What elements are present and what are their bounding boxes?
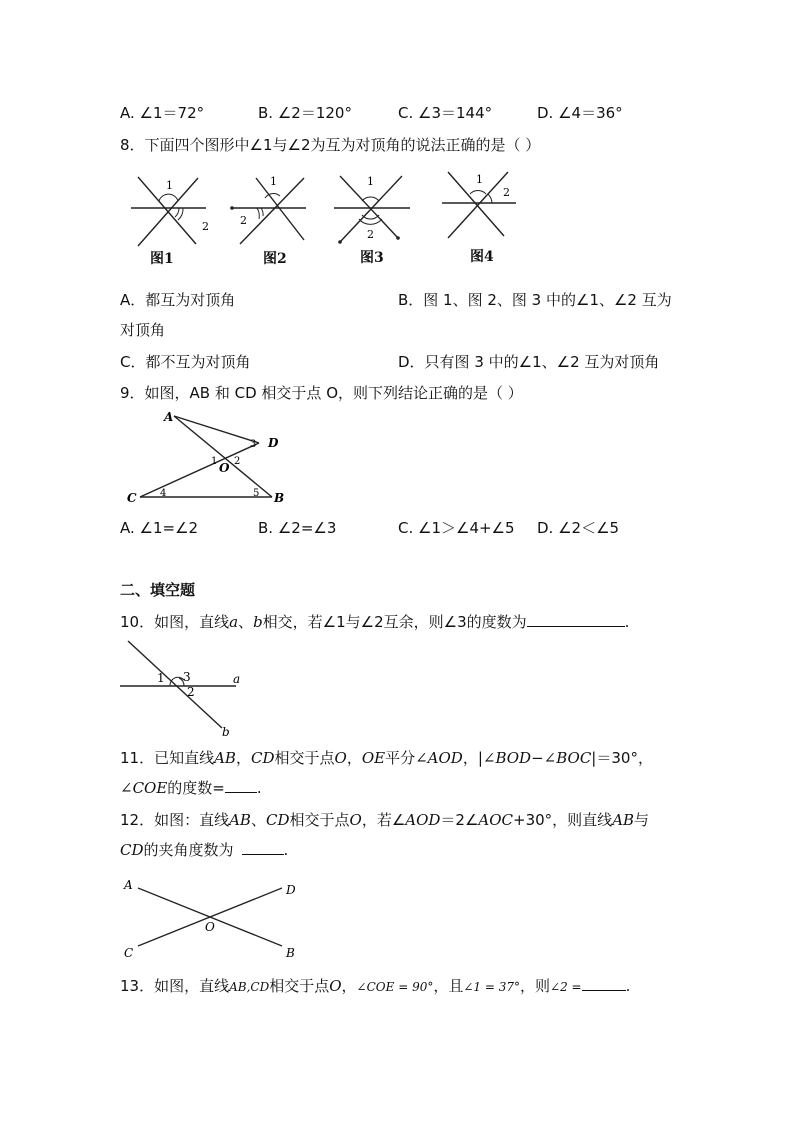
- q9-label-5: 5: [253, 488, 260, 499]
- q7-option-d: D. ∠4＝36°: [537, 104, 623, 122]
- q9-figure: [122, 410, 297, 504]
- q9-option-c: C. ∠1＞∠4+∠5: [398, 519, 515, 537]
- q12-line1: 12．如图：直线AB、CD相交于点O，若∠AOD＝2∠AOC+30°，则直线AB与: [120, 811, 650, 829]
- q11-line1: 11．已知直线AB，CD相交于点O，OE平分∠AOD，|∠BOD−∠BOC|＝30°，: [120, 749, 653, 767]
- q10-label-2: 2: [187, 685, 195, 699]
- q8-fig3-label-2: 2: [367, 228, 374, 241]
- q12-label-O: O: [205, 920, 215, 934]
- q9-label-D: D: [268, 436, 279, 450]
- q8-option-a: A．都互为对顶角: [120, 291, 236, 309]
- q10-label-3: 3: [183, 670, 191, 684]
- q11-answer-blank: [225, 778, 257, 793]
- q8-figure-3: [332, 172, 422, 252]
- q10-label-a: a: [233, 672, 241, 686]
- q12-answer-blank: [242, 840, 284, 855]
- q9-stem: 9．如图，AB 和 CD 相交于点 O，则下列结论正确的是（ ）: [120, 384, 523, 402]
- q13-stem: 13．如图，直线AB,CD相交于点O，∠COE = 90°，且∠1 = 37°，则∠2 = .: [120, 977, 631, 995]
- q9-label-A: A: [164, 410, 174, 424]
- q9-label-O: O: [219, 461, 230, 475]
- q8-figure-1: [126, 172, 216, 252]
- q12-line2: CD的夹角度数为 .: [120, 841, 289, 859]
- q8-fig1-label-1: 1: [166, 179, 173, 192]
- q10-stem: 10．如图，直线a、b相交，若∠1与∠2互余，则∠3的度数为 .: [120, 613, 630, 631]
- q8-fig2-label-2: 2: [240, 214, 247, 227]
- section-heading-fill-in: 二、填空题: [120, 581, 196, 599]
- q9-option-a: A. ∠1=∠2: [120, 519, 199, 537]
- q8-caption-4: 图4: [470, 249, 494, 265]
- q8-fig3-label-1: 1: [367, 175, 374, 188]
- q10-figure: [118, 640, 248, 740]
- q12-figure: [120, 876, 305, 961]
- q9-label-B: B: [274, 491, 285, 505]
- q10-answer-blank: [527, 612, 625, 627]
- q8-caption-3: 图3: [360, 250, 384, 266]
- q8-fig4-label-1: 1: [476, 173, 483, 186]
- q9-label-4: 4: [160, 488, 167, 499]
- q10-label-1: 1: [157, 671, 165, 685]
- q9-option-b: B. ∠2=∠3: [258, 519, 337, 537]
- q13-answer-blank: [582, 976, 626, 991]
- q8-figure-2: [228, 172, 318, 252]
- q9-option-d: D. ∠2＜∠5: [537, 519, 620, 537]
- q8-fig1-label-2: 2: [202, 220, 209, 233]
- q7-option-a: A. ∠1＝72°: [120, 104, 205, 122]
- q7-option-c: C. ∠3＝144°: [398, 104, 493, 122]
- q8-fig2-label-1: 1: [270, 175, 277, 188]
- q9-label-2: 2: [234, 456, 241, 467]
- q10-label-b: b: [222, 725, 230, 739]
- q12-label-C: C: [124, 946, 134, 960]
- q8-option-b-line2: 对顶角: [120, 321, 166, 339]
- q7-option-b: B. ∠2＝120°: [258, 104, 352, 122]
- q9-label-1: 1: [211, 456, 218, 467]
- q11-line2: ∠COE的度数= .: [120, 779, 262, 797]
- q8-figure-4: [440, 168, 520, 244]
- q12-label-A: A: [124, 878, 133, 892]
- q9-label-C: C: [127, 491, 137, 505]
- q12-label-D: D: [286, 883, 296, 897]
- q8-stem: 8．下面四个图形中∠1与∠2为互为对顶角的说法正确的是（ ）: [120, 136, 541, 154]
- q9-label-3: 3: [250, 439, 257, 450]
- q12-label-B: B: [286, 946, 295, 960]
- q8-option-d: D．只有图 3 中的∠1、∠2 互为对顶角: [398, 353, 660, 371]
- q8-option-c: C．都不互为对顶角: [120, 353, 251, 371]
- q8-caption-2: 图2: [263, 251, 287, 267]
- q8-caption-1: 图1: [150, 251, 174, 267]
- q8-option-b-line1: B．图 1、图 2、图 3 中的∠1、∠2 互为: [398, 291, 672, 309]
- q8-fig4-label-2: 2: [503, 186, 510, 199]
